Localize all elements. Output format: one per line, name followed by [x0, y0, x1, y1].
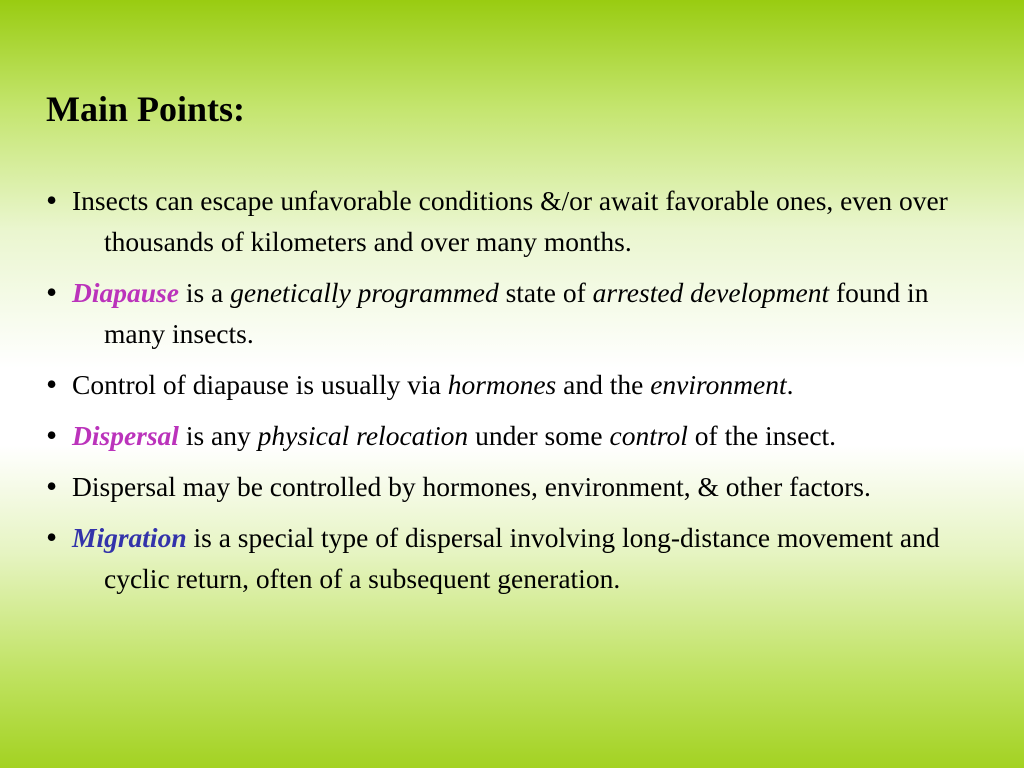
bullet-icon: • — [46, 519, 58, 555]
term-migration: Migration — [72, 522, 187, 553]
point-migration — [46, 517, 996, 599]
point-text: Control of diapause is usually via — [72, 369, 448, 400]
point-text: Dispersal may be controlled by hormones, environment, & other factors. — [72, 471, 871, 502]
bullet-icon: • — [46, 182, 58, 218]
slide-title: Main Points: — [46, 89, 246, 129]
point-text: of the insect. — [687, 420, 837, 451]
point-text: state of — [498, 277, 593, 308]
point-diapause — [46, 272, 996, 354]
point-escape-conditions — [46, 180, 996, 262]
emphasis-text: genetically programmed — [230, 277, 499, 308]
point-text: . — [786, 369, 794, 400]
point-dispersal-control — [46, 466, 996, 507]
bullet-icon: • — [46, 274, 58, 310]
emphasis-text: environment — [650, 369, 787, 400]
emphasis-text: arrested development — [592, 277, 830, 308]
point-text: Insects can escape unfavorable conditions &/or await favorable ones, even over thousands of kilometers and over many months. — [72, 185, 948, 257]
point-text: is any — [178, 420, 258, 451]
emphasis-text: hormones — [447, 369, 557, 400]
point-text: and the — [556, 369, 651, 400]
emphasis-text: physical relocation — [257, 420, 469, 451]
bullet-icon: • — [46, 468, 58, 504]
emphasis-text: control — [609, 420, 688, 451]
point-text: is a — [178, 277, 231, 308]
bullet-icon: • — [46, 417, 58, 453]
term-dispersal: Dispersal — [72, 420, 179, 451]
main-points-list — [46, 180, 996, 609]
bullet-icon: • — [46, 366, 58, 402]
point-text: is a special type of dispersal involving long-distance movement and cyclic return, often of a subsequent generation. — [104, 522, 940, 594]
term-diapause: Diapause — [72, 277, 179, 308]
point-text: under some — [468, 420, 610, 451]
point-dispersal — [46, 415, 996, 456]
point-diapause-control — [46, 364, 996, 405]
point-text: found in many insects. — [104, 277, 929, 349]
